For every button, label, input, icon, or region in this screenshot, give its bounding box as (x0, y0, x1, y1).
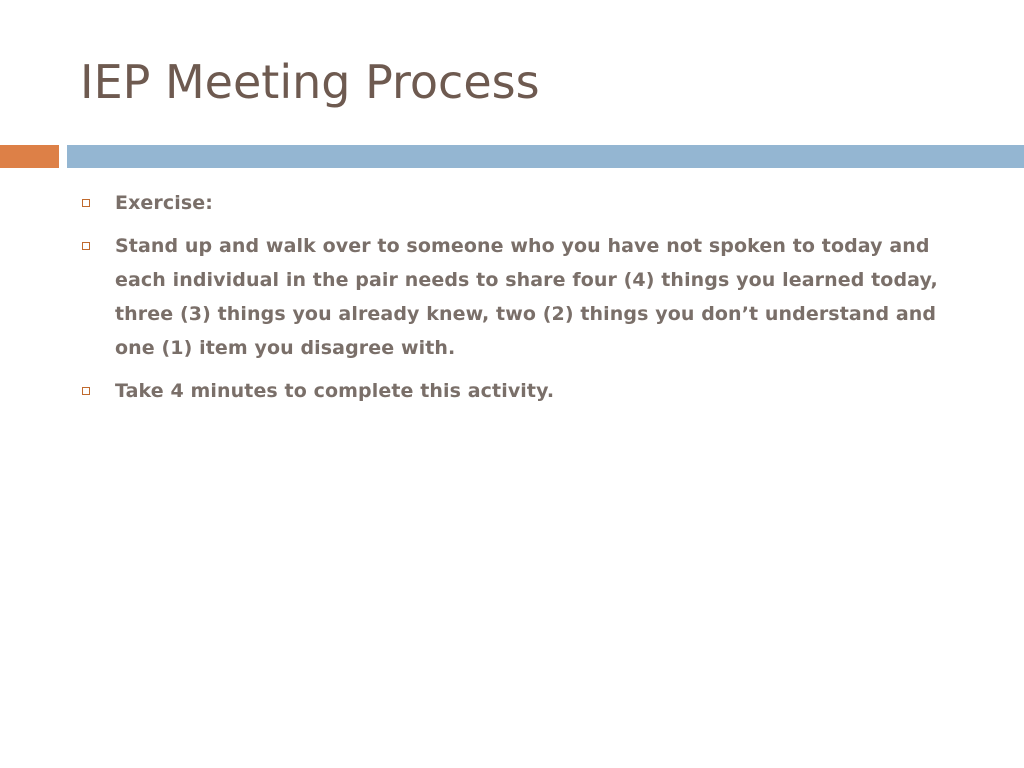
bullet-text: Stand up and walk over to someone who you have not spoken to today and each individual in the pair needs to share four (4) things you learned today, three (3) things you already knew, two (2) things you don’t understand and one (1) item you disagree with. (115, 235, 938, 359)
hollow-square-icon (82, 242, 90, 250)
accent-bar-blue (67, 145, 1024, 168)
bullet-item-instructions (80, 229, 980, 365)
slide-title: IEP Meeting Process (80, 55, 540, 109)
bullet-list (80, 186, 980, 417)
accent-bar-orange (0, 145, 59, 168)
bullet-text: Exercise: (115, 192, 213, 214)
bullet-item-time (80, 374, 980, 408)
hollow-square-icon (82, 387, 90, 395)
hollow-square-icon (82, 199, 90, 207)
bullet-item-exercise (80, 186, 980, 220)
bullet-text: Take 4 minutes to complete this activity. (115, 380, 555, 402)
